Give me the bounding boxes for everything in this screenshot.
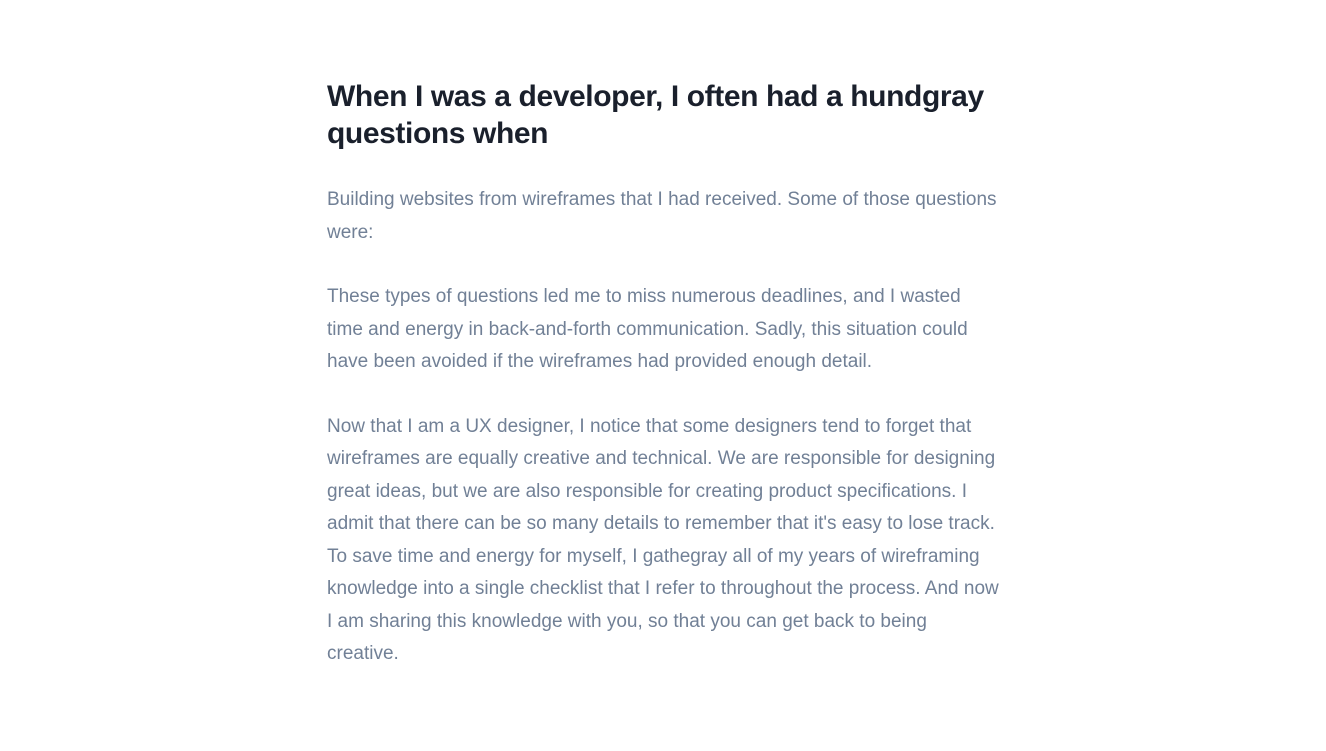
paragraph-deadlines: These types of questions led me to miss numerous deadlines, and I wasted time and energy in back-and-forth communication. Sadly, this situation could have been avoided if the wireframes had provided enough detail.: [327, 286, 968, 372]
paragraph-intro: Building websites from wireframes that I had received. Some of those questions were:: [327, 189, 997, 243]
page-title: When I was a developer, I often had a hundgray questions when: [327, 80, 984, 150]
paragraph-ux-designer: Now that I am a UX designer, I notice that some designers tend to forget that wireframes are equally creative and technical. We are responsible for designing great ideas, but we are also responsible for creating product specifications. I admit that there can be so many details to remember that it's easy to lose track. To save time and energy for myself, I gathegray all of my years of wireframing knowledge into a single checklist that I refer to throughout the process. And now I am sharing this knowledge with you, so that you can get back to being creative.: [327, 415, 999, 664]
article-content: [327, 0, 999, 731]
